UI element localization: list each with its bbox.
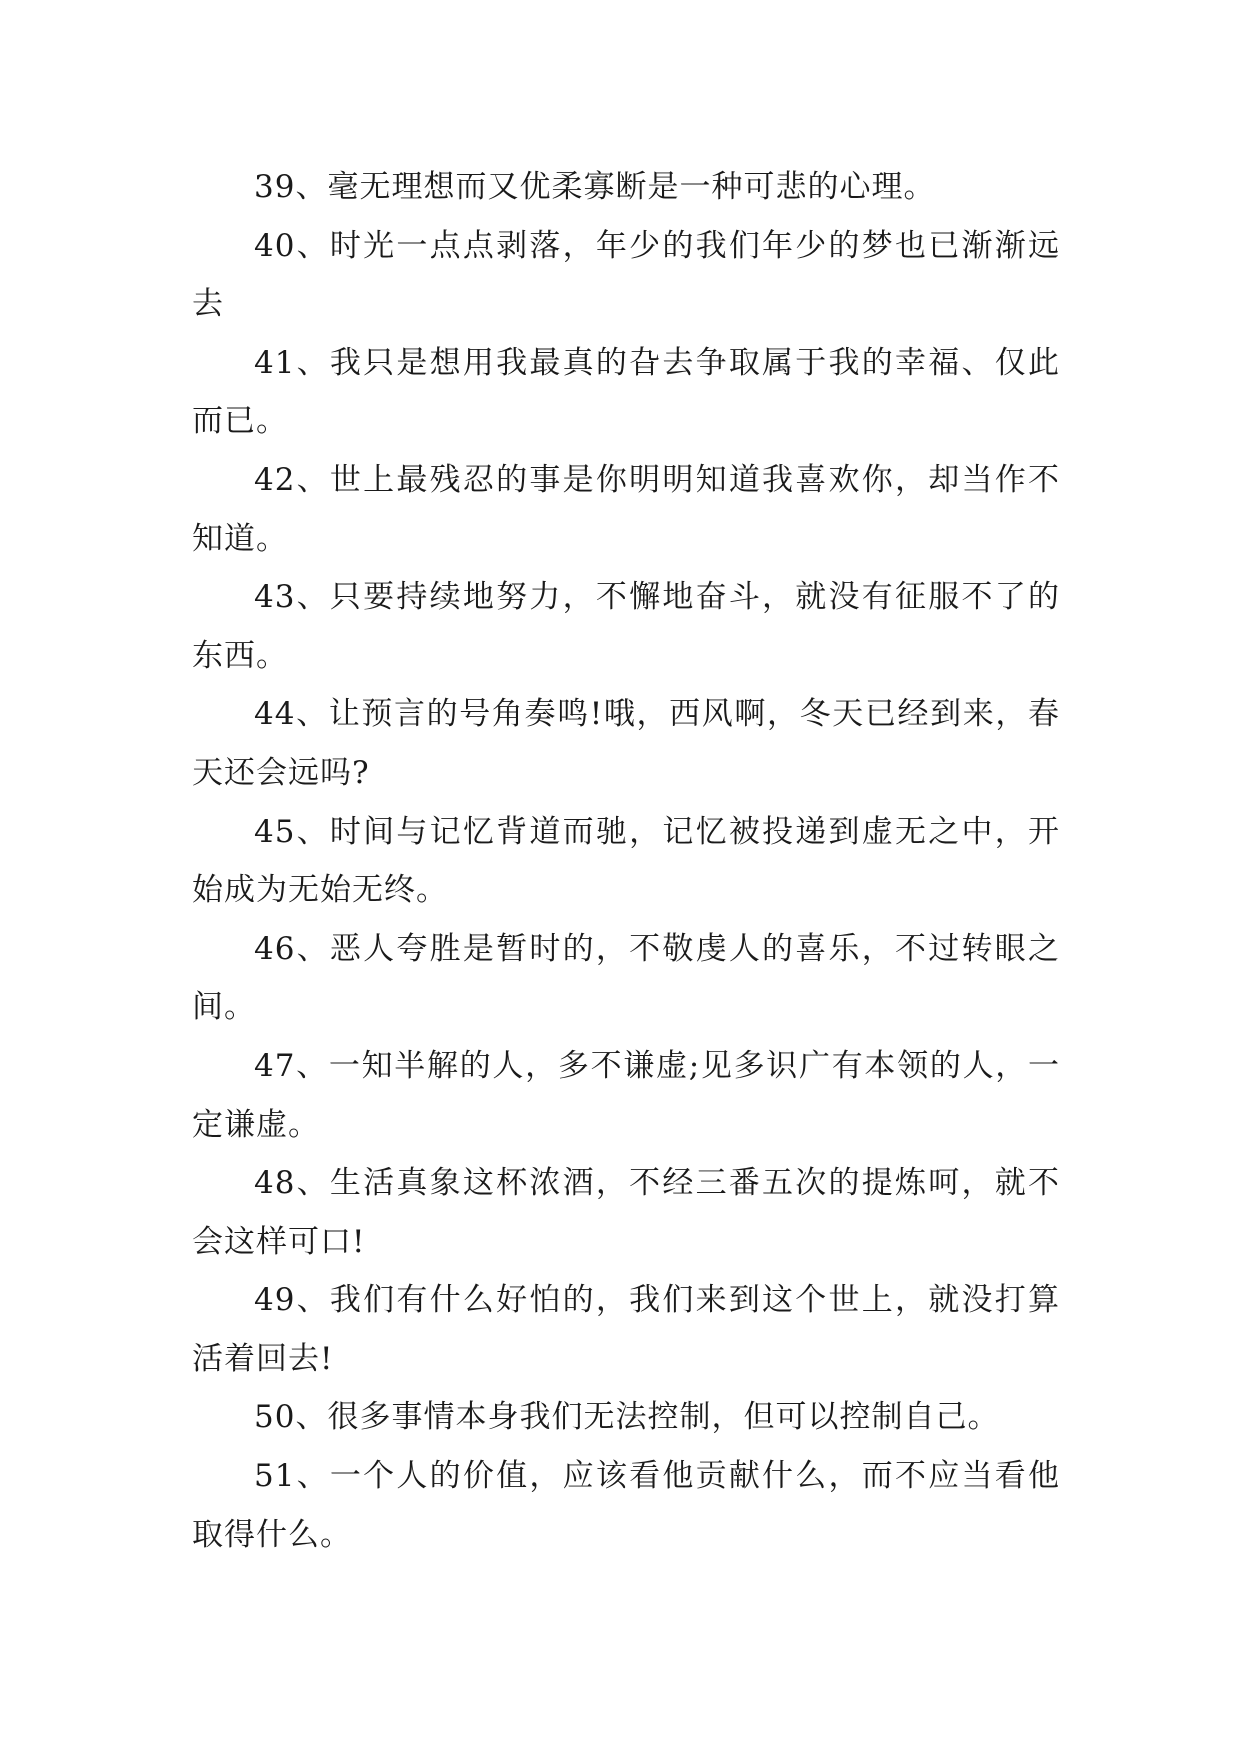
paragraph-47: 47、一知半解的人，多不谦虚;见多识广有本领的人，一定谦虚。 bbox=[192, 1047, 1060, 1143]
document-body bbox=[192, 158, 1060, 1564]
paragraph-48: 48、生活真象这杯浓酒，不经三番五次的提炼呵，就不会这样可口! bbox=[192, 1165, 1060, 1260]
paragraph-49: 49、我们有什么好怕的，我们来到这个世上，就没打算活着回去! bbox=[192, 1282, 1060, 1377]
paragraph-42: 42、世上最残忍的事是你明明知道我喜欢你，却当作不知道。 bbox=[192, 461, 1060, 557]
paragraph-43: 43、只要持续地努力，不懈地奋斗，就没有征服不了的东西。 bbox=[192, 579, 1060, 674]
paragraph-44: 44、让预言的号角奏鸣!哦，西风啊，冬天已经到来，春天还会远吗? bbox=[192, 696, 1060, 791]
paragraph-46: 46、恶人夸胜是暂时的，不敬虔人的喜乐，不过转眼之间。 bbox=[192, 930, 1060, 1026]
paragraph-40: 40、时光一点点剥落，年少的我们年少的梦也已渐渐远去 bbox=[192, 227, 1060, 323]
paragraph-39: 39、毫无理想而又优柔寡断是一种可悲的心理。 bbox=[254, 169, 936, 205]
paragraph-45: 45、时间与记忆背道而驰，记忆被投递到虚无之中，开始成为无始无终。 bbox=[192, 813, 1060, 909]
paragraph-50: 50、很多事情本身我们无法控制，但可以控制自己。 bbox=[254, 1399, 1000, 1436]
paragraph-41: 41、我只是想用我最真的旮去争取属于我的幸福、仅此而已。 bbox=[192, 344, 1060, 440]
paragraph-51: 51、一个人的价值，应该看他贡献什么，而不应当看他取得什么。 bbox=[192, 1458, 1060, 1553]
